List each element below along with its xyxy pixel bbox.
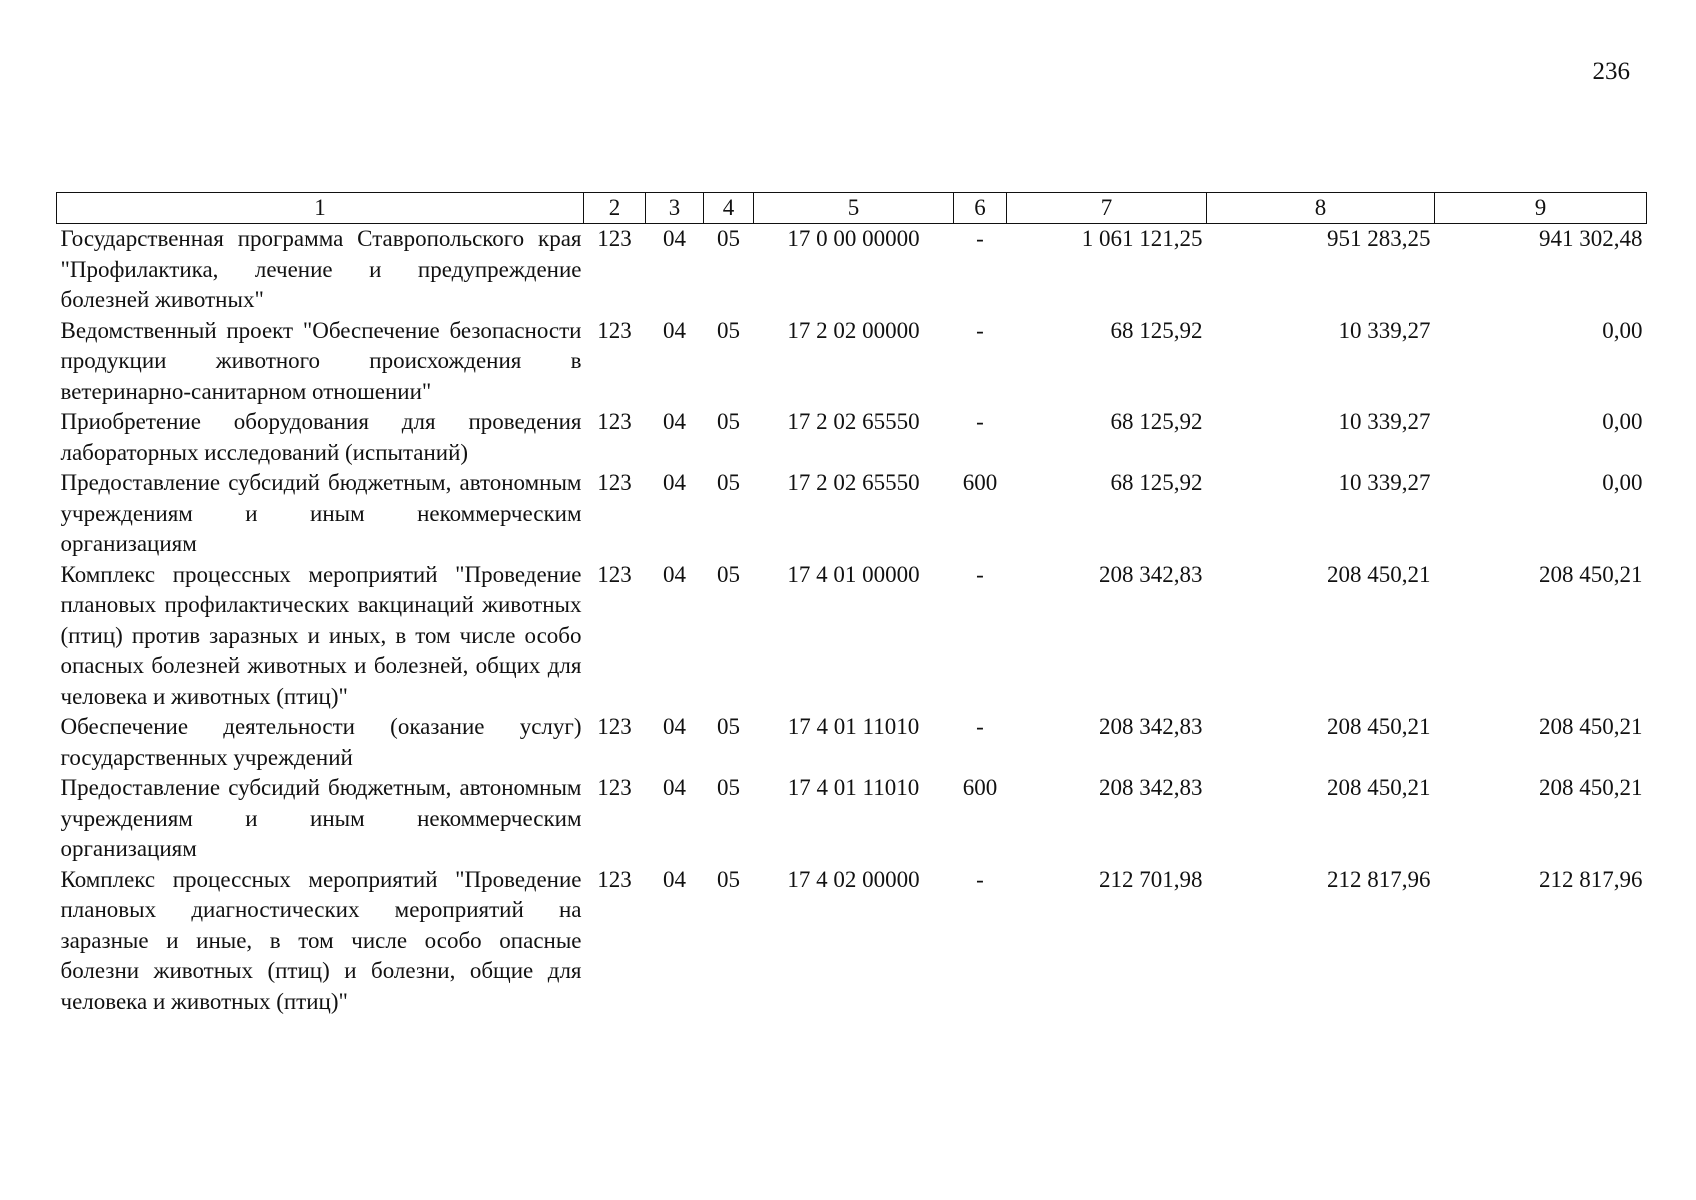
col-5-value: 17 2 02 65550 [787, 470, 920, 495]
table-row [57, 468, 1647, 560]
col-2-value: 123 [597, 470, 632, 495]
column-header-6: 6 [954, 193, 1007, 224]
col-7-amount: 1 061 121,25 [1081, 226, 1203, 251]
col-3-value: 04 [663, 866, 686, 892]
col-8-amount: 10 339,27 [1338, 409, 1431, 434]
column-header-1: 1 [57, 193, 584, 224]
col-8-amount: 10 339,27 [1338, 317, 1431, 343]
table-row [57, 865, 1647, 1018]
col-2-value: 123 [597, 714, 632, 739]
col-3-value: 04 [663, 470, 686, 495]
col-2-value: 123 [597, 866, 632, 892]
col-5-value: 17 0 00 00000 [787, 226, 920, 251]
column-header-7: 7 [1007, 193, 1207, 224]
col-7-amount: 68 125,92 [1110, 409, 1203, 434]
col-9-amount: 212 817,96 [1539, 866, 1643, 892]
column-header-4: 4 [704, 193, 754, 224]
col-9-amount: 0,00 [1602, 409, 1643, 434]
col-3-value: 04 [663, 226, 686, 251]
table-row [57, 773, 1647, 865]
col-4-value: 05 [717, 226, 740, 251]
col-4-value: 05 [717, 866, 740, 892]
col-5-value: 17 2 02 65550 [787, 409, 920, 434]
col-8-amount: 208 450,21 [1327, 561, 1431, 587]
col-3-value: 04 [663, 714, 686, 739]
budget-table [56, 192, 1647, 1017]
item-name: Обеспечение деятельности (оказание услуг) государственных учреждений [60, 714, 582, 770]
col-5-value: 17 4 02 00000 [787, 866, 920, 892]
col-2-value: 123 [597, 775, 632, 800]
col-2-value: 123 [597, 317, 632, 343]
col-6-value: - [976, 866, 984, 892]
page-number: 236 [1592, 58, 1630, 85]
col-6-value: 600 [962, 470, 998, 495]
col-5-value: 17 4 01 00000 [787, 561, 920, 587]
item-name: Государственная программа Ставропольского края "Профилактика, лечение и предупреждение болезней животных" [60, 226, 582, 312]
col-8-amount: 208 450,21 [1327, 775, 1431, 800]
column-header-3: 3 [646, 193, 704, 224]
col-4-value: 05 [717, 714, 740, 739]
item-name: Комплекс процессных мероприятий "Проведение плановых профилактических вакцинаций животных (птиц) против заразных и иных, в том числе особо опасных болезней животных и болезней, общих для человека и животных (птиц)" [60, 561, 582, 709]
col-8-amount: 951 283,25 [1327, 226, 1431, 251]
item-name: Предоставление субсидий бюджетным, автономным учреждениям и иным некоммерческим организациям [60, 470, 582, 556]
col-2-value: 123 [597, 561, 632, 587]
col-3-value: 04 [663, 775, 686, 800]
col-7-amount: 68 125,92 [1110, 470, 1203, 495]
column-header-9: 9 [1435, 193, 1647, 224]
item-name: Приобретение оборудования для проведения лабораторных исследований (испытаний) [60, 409, 582, 465]
col-5-value: 17 4 01 11010 [787, 775, 920, 800]
col-6-value: - [976, 409, 984, 434]
col-5-value: 17 2 02 00000 [787, 317, 920, 343]
col-8-amount: 212 817,96 [1327, 866, 1431, 892]
col-3-value: 04 [663, 561, 686, 587]
col-3-value: 04 [663, 409, 686, 434]
col-4-value: 05 [717, 317, 740, 343]
table-row [57, 712, 1647, 773]
col-6-value: - [976, 714, 984, 739]
col-5-value: 17 4 01 11010 [787, 714, 920, 739]
table-body [57, 224, 1647, 1018]
header-row [57, 193, 1647, 224]
col-6-value: - [976, 561, 984, 587]
column-header-8: 8 [1207, 193, 1435, 224]
col-9-amount: 208 450,21 [1539, 561, 1643, 587]
item-name: Ведомственный проект "Обеспечение безопасности продукции животного происхождения в ветеринарно-санитарном отношении" [60, 317, 582, 404]
col-4-value: 05 [717, 775, 740, 800]
col-7-amount: 68 125,92 [1110, 317, 1203, 343]
table-row [57, 560, 1647, 713]
table-row [57, 316, 1647, 408]
col-6-value: 600 [962, 775, 998, 800]
col-4-value: 05 [717, 561, 740, 587]
column-header-5: 5 [754, 193, 954, 224]
col-3-value: 04 [663, 317, 686, 343]
table-header [57, 193, 1647, 224]
column-header-2: 2 [584, 193, 646, 224]
table-row [57, 407, 1647, 468]
col-7-amount: 208 342,83 [1099, 714, 1203, 739]
item-name: Предоставление субсидий бюджетным, автономным учреждениям и иным некоммерческим организациям [60, 775, 582, 861]
col-6-value: - [976, 226, 984, 251]
col-7-amount: 208 342,83 [1099, 561, 1203, 587]
col-9-amount: 208 450,21 [1539, 714, 1643, 739]
col-9-amount: 0,00 [1602, 317, 1643, 343]
col-7-amount: 208 342,83 [1099, 775, 1203, 800]
col-9-amount: 208 450,21 [1539, 775, 1643, 800]
col-2-value: 123 [597, 409, 632, 434]
table-row [57, 224, 1647, 316]
col-9-amount: 941 302,48 [1539, 226, 1643, 251]
col-9-amount: 0,00 [1602, 470, 1643, 495]
col-6-value: - [976, 317, 984, 343]
item-name: Комплекс процессных мероприятий "Проведение плановых диагностических мероприятий на заразные и иные, в том числе особо опасные болезни животных (птиц) и болезни, общие для человека и животных (птиц)" [60, 866, 582, 1014]
col-7-amount: 212 701,98 [1099, 866, 1203, 892]
col-8-amount: 10 339,27 [1338, 470, 1431, 495]
col-2-value: 123 [597, 226, 632, 251]
col-4-value: 05 [717, 470, 740, 495]
col-4-value: 05 [717, 409, 740, 434]
col-8-amount: 208 450,21 [1327, 714, 1431, 739]
